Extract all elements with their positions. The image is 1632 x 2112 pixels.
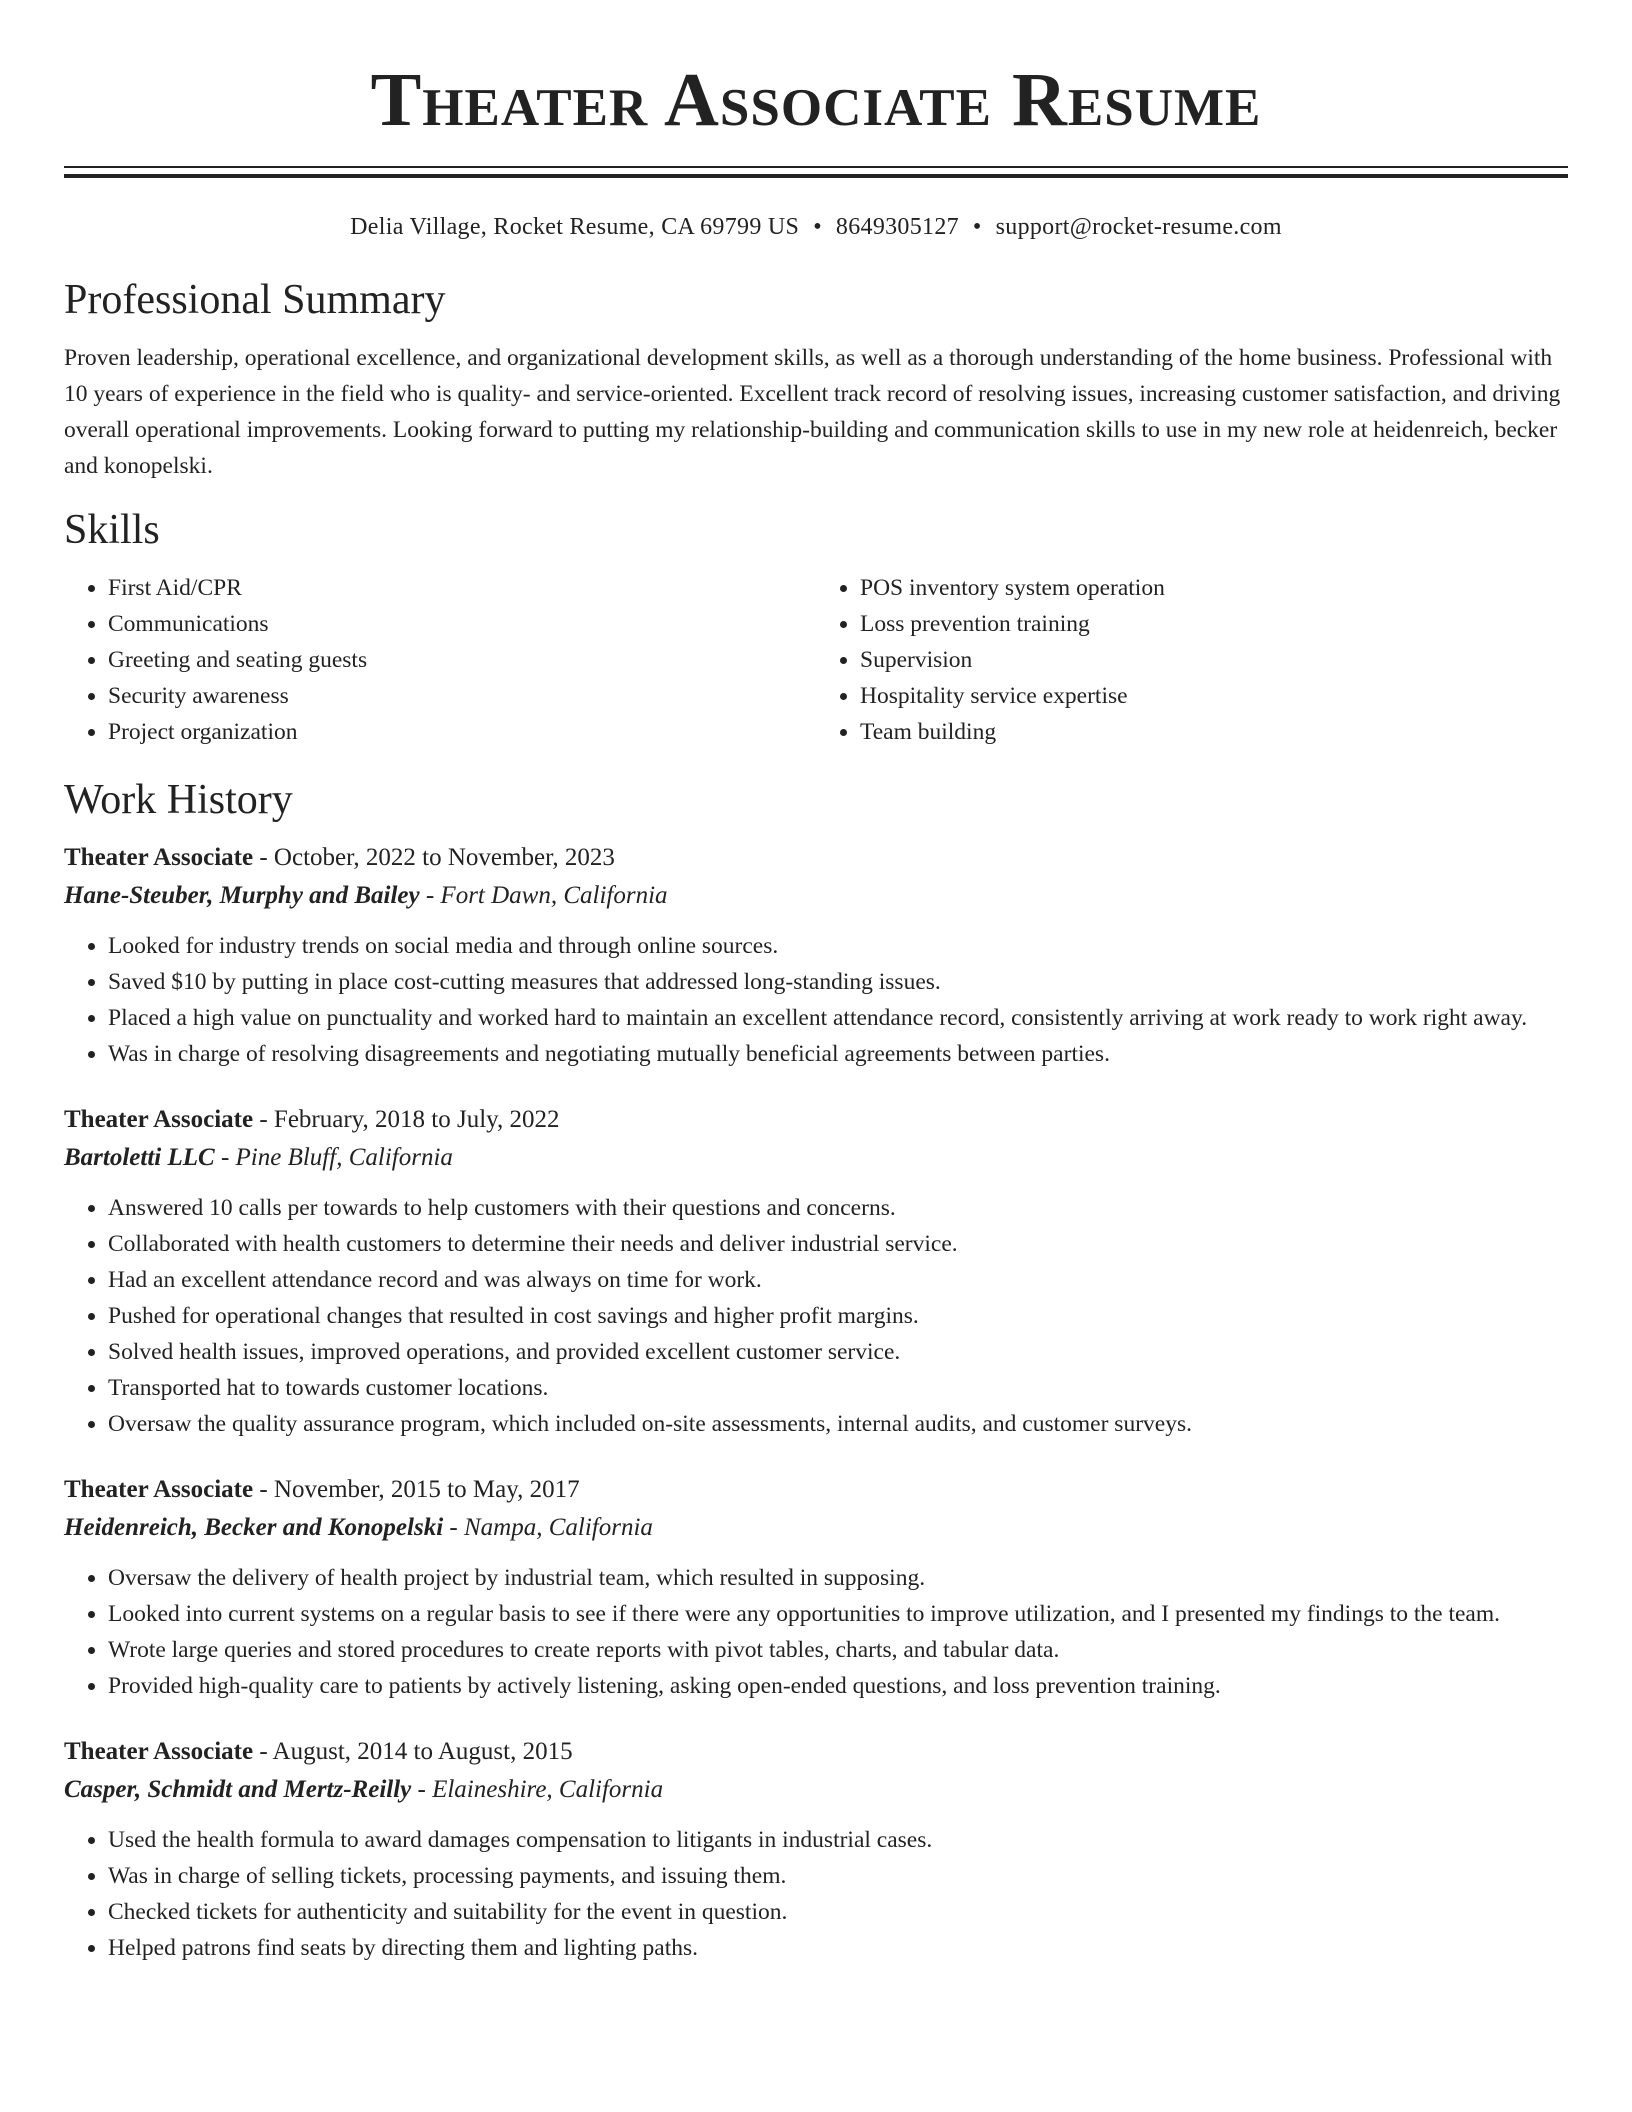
- job-entry: [64, 840, 1568, 1072]
- job-role: Theater Associate: [64, 1106, 254, 1133]
- job-duty: • Wrote large queries and stored procedures to create reports with pivot tables, charts, and tabular data.: [108, 1632, 1568, 1668]
- job-duty: • Helped patrons find seats by directing them and lighting paths.: [108, 1930, 1568, 1966]
- job-duties: [64, 1822, 1568, 1966]
- job-role: Theater Associate: [64, 1476, 254, 1503]
- job-duty: • Oversaw the delivery of health project by industrial team, which resulted in supposing.: [108, 1560, 1568, 1596]
- resume-title: Theater Associate Resume: [370, 58, 1262, 142]
- skill-item: • Team building: [860, 714, 1568, 750]
- job-company-line: [64, 1508, 1568, 1548]
- job-duty: • Was in charge of resolving disagreements and negotiating mutually beneficial agreements between parties.: [108, 1036, 1568, 1072]
- job-title-line: [64, 1102, 1568, 1138]
- job-company-line: [64, 1138, 1568, 1178]
- job-location: - Elaineshire, California: [411, 1776, 664, 1803]
- job-duties: [64, 1190, 1568, 1442]
- contact-line: [64, 212, 1568, 242]
- job-duty: • Had an excellent attendance record and was always on time for work.: [108, 1262, 1568, 1298]
- job-duty: • Checked tickets for authenticity and suitability for the event in question.: [108, 1894, 1568, 1930]
- job-entry: [64, 1734, 1568, 1966]
- job-entry: [64, 1472, 1568, 1704]
- summary-text: Proven leadership, operational excellence, and organizational development skills, as well as a thorough understanding of the home business. Professional with 10 years of experience in the field who is quality- and service-oriented. Excellent track record of resolving issues, increasing customer satisfaction, and driving overall operational improvements. Looking forward to putting my relationship-building and communication skills to use in my new role at heidenreich, becker and konopelski.: [64, 345, 1561, 479]
- skill-item: • Supervision: [860, 642, 1568, 678]
- contact-separator: •: [972, 214, 982, 240]
- job-duty: • Transported hat to towards customer locations.: [108, 1370, 1568, 1406]
- job-duty: • Saved $10 by putting in place cost-cutting measures that addressed long-standing issues.: [108, 964, 1568, 1000]
- job-duty: • Placed a high value on punctuality and worked hard to maintain an excellent attendance record, consistently arriving at work ready to work right away.: [108, 1000, 1568, 1036]
- job-location: - Pine Bluff, California: [214, 1144, 453, 1171]
- title-divider: [64, 166, 1568, 178]
- job-duty: • Pushed for operational changes that resulted in cost savings and higher profit margins.: [108, 1298, 1568, 1334]
- job-duty: • Oversaw the quality assurance program, which included on-site assessments, internal audits, and customer surveys.: [108, 1406, 1568, 1442]
- job-location: - Nampa, California: [443, 1514, 653, 1541]
- contact-email: support@rocket-resume.com: [995, 214, 1282, 240]
- skill-item: • First Aid/CPR: [108, 570, 816, 606]
- work-history-heading: Work History: [64, 777, 293, 823]
- skill-item: • Security awareness: [108, 678, 816, 714]
- job-duty: • Provided high-quality care to patients by actively listening, asking open-ended questions, and loss prevention training.: [108, 1668, 1568, 1704]
- skill-item: • POS inventory system operation: [860, 570, 1568, 606]
- job-company: Heidenreich, Becker and Konopelski: [64, 1514, 444, 1541]
- job-duty: • Solved health issues, improved operations, and provided excellent customer service.: [108, 1334, 1568, 1370]
- job-role: Theater Associate: [64, 1738, 254, 1765]
- skills-heading: Skills: [64, 507, 160, 553]
- job-duties: [64, 928, 1568, 1072]
- resume-page: [64, 0, 1568, 1966]
- job-company: Casper, Schmidt and Mertz-Reilly: [64, 1776, 412, 1803]
- contact-address: Delia Village, Rocket Resume, CA 69799 US: [350, 214, 800, 240]
- job-dates: - October, 2022 to November, 2023: [253, 844, 615, 871]
- job-dates: - February, 2018 to July, 2022: [253, 1106, 560, 1133]
- job-duty: • Used the health formula to award damages compensation to litigants in industrial cases.: [108, 1822, 1568, 1858]
- job-duty: • Looked into current systems on a regular basis to see if there were any opportunities to improve utilization, and I presented my findings to the team.: [108, 1596, 1568, 1632]
- job-duty: • Answered 10 calls per towards to help customers with their questions and concerns.: [108, 1190, 1568, 1226]
- job-title-line: [64, 1472, 1568, 1508]
- job-duties: [64, 1560, 1568, 1704]
- job-dates: - November, 2015 to May, 2017: [253, 1476, 580, 1503]
- contact-phone: 8649305127: [835, 214, 959, 240]
- job-company-line: [64, 1770, 1568, 1810]
- skills-column-left: [64, 570, 816, 750]
- job-title-line: [64, 840, 1568, 876]
- job-dates: - August, 2014 to August, 2015: [253, 1738, 573, 1765]
- skills-column-right: [816, 570, 1568, 750]
- job-location: - Fort Dawn, California: [419, 882, 668, 909]
- job-entry: [64, 1102, 1568, 1442]
- job-duty: • Collaborated with health customers to determine their needs and deliver industrial service.: [108, 1226, 1568, 1262]
- skill-item: • Project organization: [108, 714, 816, 750]
- job-company: Bartoletti LLC: [64, 1144, 215, 1171]
- job-company-line: [64, 876, 1568, 916]
- skill-item: • Loss prevention training: [860, 606, 1568, 642]
- job-company: Hane-Steuber, Murphy and Bailey: [64, 882, 420, 909]
- contact-separator: •: [813, 214, 822, 240]
- skill-item: • Greeting and seating guests: [108, 642, 816, 678]
- job-title-line: [64, 1734, 1568, 1770]
- job-duty: • Looked for industry trends on social media and through online sources.: [108, 928, 1568, 964]
- skills-list: [64, 570, 1568, 750]
- summary-heading: Professional Summary: [64, 277, 446, 323]
- skill-item: • Hospitality service expertise: [860, 678, 1568, 714]
- job-duty: • Was in charge of selling tickets, processing payments, and issuing them.: [108, 1858, 1568, 1894]
- skill-item: • Communications: [108, 606, 816, 642]
- job-role: Theater Associate: [64, 844, 254, 871]
